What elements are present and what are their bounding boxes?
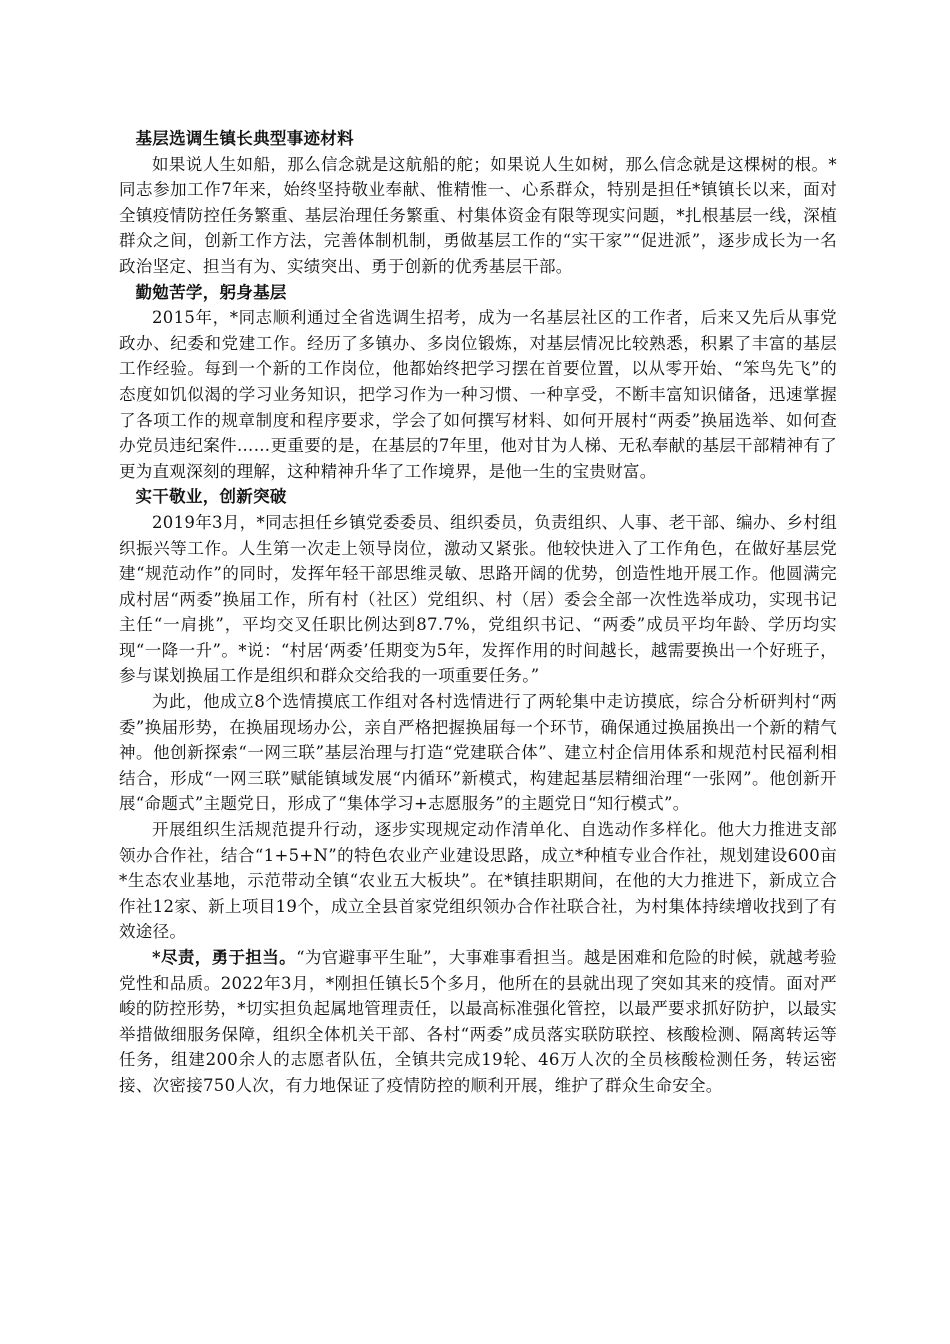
- section-responsibility-text: “为官避事平生耻”，大事难事看担当。越是困难和危险的时候，就越考验党性和品质。2022年3月，*刚担任镇长5个多月，他所在的县就出现了突如其来的疫情。面对严峻的防控形势，*切实担负起属地管理责任，以最高标准强化管控，以最严要求抓好防护，以最实举措做细服务保障，组织全体机关干部、各村“两委”成员落实联防联控、核酸检测、隔离转运等任务，组建200余人的志愿者队伍，全镇共完成19轮、46万人次的全员核酸检测任务，转运密接、次密接750人次，有力地保证了疫情防控的顺利开展，维护了群众生命安全。: [119, 948, 837, 1095]
- intro-paragraph: 如果说人生如船，那么信念就是这航船的舵；如果说人生如树，那么信念就是这棵树的根。*同志参加工作7年来，始终坚持敬业奉献、惟精惟一、心系群众，特别是担任*镇镇长以来，面对全镇疫情防控任务繁重、基层治理任务繁重、村集体资金有限等现实问题，*扎根基层一线，深植群众之间，创新工作方法，完善体制机制，勇做基层工作的“实干家”“促进派”，逐步成长为一名政治坚定、担当有为、实绩突出、勇于创新的优秀基层干部。: [119, 154, 837, 276]
- section-heading-innovation: 实干敬业，创新突破: [135, 487, 287, 507]
- document-page: [119, 126, 837, 1099]
- section-innovation-paragraph-1: 2019年3月，*同志担任乡镇党委委员、组织委员，负责组织、人事、老干部、编办、乡村组织振兴等工作。人生第一次走上领导岗位，激动又紧张。他较快进入了工作角色，在做好基层党建“规范动作”的同时，发挥年轻干部思维灵敏、思路开阔的优势，创造性地开展工作。他圆满完成村居“两委”换届工作，所有村（社区）党组织、村（居）委会全部一次性选举成功，实现书记主任“一肩挑”，平均交叉任职比例达到87.7%，党组织书记、“两委”成员平均年龄、学历均实现“一降一升”。*说：“村居‘两委’任期变为5年，发挥作用的时间越长，越需要换出一个好班子，参与谋划换届工作是组织和群众交给我的一项重要任务。”: [119, 512, 837, 686]
- section-study-paragraph: 2015年，*同志顺利通过全省选调生招考，成为一名基层社区的工作者，后来又先后从事党政办、纪委和党建工作。经历了多镇办、多岗位锻炼，对基层情况比较熟悉，积累了丰富的基层工作经验。每到一个新的工作岗位，他都始终把学习摆在首要位置，以从零开始、“笨鸟先飞”的态度如饥似渴的学习业务知识，把学习作为一种习惯、一种享受，不断丰富知识储备，迅速掌握了各项工作的规章制度和程序要求，学会了如何撰写材料、如何开展村“两委”换届选举、如何查办党员违纪案件……更重要的是，在基层的7年里，他对甘为人梯、无私奉献的基层干部精神有了更为直观深刻的理解，这种精神升华了工作境界，是他一生的宝贵财富。: [119, 308, 837, 481]
- section-responsibility-lead: *尽责，勇于担当。: [152, 948, 297, 967]
- section-innovation-paragraph-3: 开展组织生活规范提升行动，逐步实现规定动作清单化、自选动作多样化。他大力推进支部领办合作社，结合“1+5+N”的特色农业产业建设思路，成立*种植专业合作社，规划建设600亩*生态农业基地，示范带动全镇“农业五大板块”。在*镇挂职期间，在他的大力推进下，新成立合作社12家、新上项目19个，成立全县首家党组织领办合作社联合社，为村集体持续增收找到了有效途径。: [119, 820, 837, 942]
- section-heading-study: 勤勉苦学，躬身基层: [135, 282, 287, 302]
- section-innovation-paragraph-2: 为此，他成立8个选情摸底工作组对各村选情进行了两轮集中走访摸底，综合分析研判村“两委”换届形势，在换届现场办公，亲自严格把握换届每一个环节，确保通过换届换出一个新的精气神。他创新探索“一网三联”基层治理与打造“党建联合体”、建立村企信用体系和规范村民福利相结合，形成“一网三联”赋能镇域发展“内循环”新模式，构建起基层精细治理“一张网”。他创新开展“命题式”主题党日，形成了“集体学习+志愿服务”的主题党日“知行模式”。: [119, 692, 837, 814]
- section-responsibility-paragraph: [119, 945, 837, 1099]
- document-title: 基层选调生镇长典型事迹材料: [135, 129, 354, 148]
